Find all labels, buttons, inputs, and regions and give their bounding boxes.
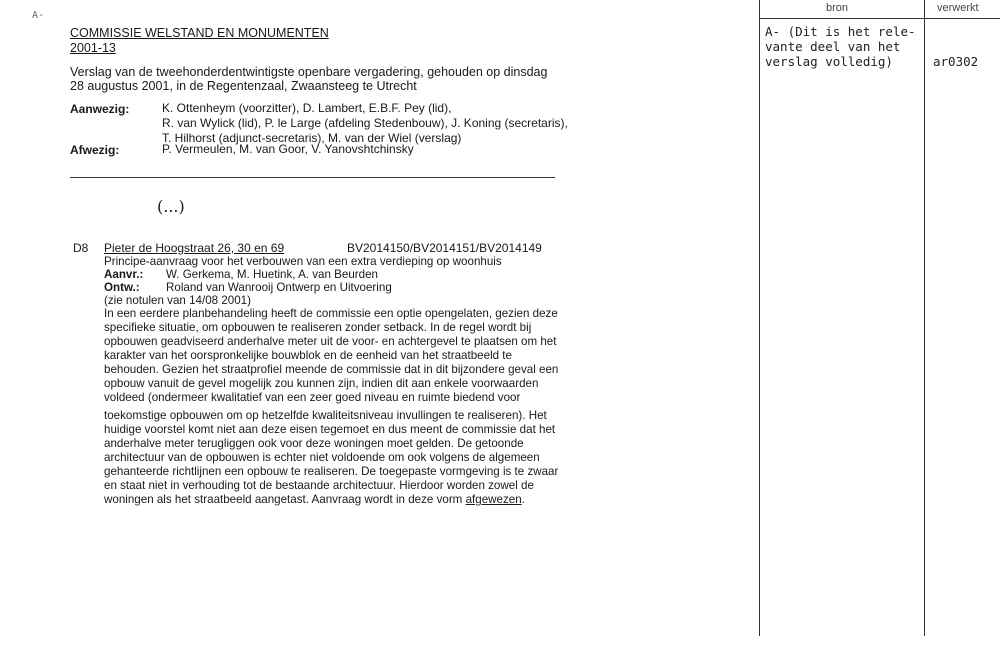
body-line: karakter van het oorspronkelijke bouwblok en de eenheid van het straatbeeld te xyxy=(104,349,512,362)
body-line: behouden. Gezien het straatprofiel meende de commissie dat in dit bijzondere geval een xyxy=(104,363,559,376)
document-number: 2001-13 xyxy=(70,41,116,55)
present-line-3: T. Hilhorst (adjunct-secretaris), M. van der Wiel (verslag) xyxy=(162,131,462,145)
body-line-text: woningen als het straatbeeld aangetast. Aanvraag wordt in deze vorm xyxy=(104,493,463,506)
table-column-divider xyxy=(924,0,925,636)
body-line: en staat niet in verhouding tot de bestaande architectuur. Hierdoor worden zowel de xyxy=(104,479,534,492)
body-line: architectuur van de opbouwen is echter niet voldoende om ook volgens de algemeen xyxy=(104,451,540,464)
absent-line: P. Vermeulen, M. van Goor, V. Yanovshtchinsky xyxy=(162,142,414,156)
applicant-label: Aanvr.: xyxy=(104,268,144,281)
item-code: D8 xyxy=(73,241,89,255)
body-line: huidige voorstel komt niet aan deze eisen tegemoet en dus meent de commissie dat het xyxy=(104,423,556,436)
body-line: In een eerdere planbehandeling heeft de commissie een optie opengelaten, gezien deze xyxy=(104,307,558,320)
body-line-final xyxy=(104,492,525,507)
item-address: Pieter de Hoogstraat 26, 30 en 69 xyxy=(104,241,285,255)
omission-ellipsis: (...) xyxy=(157,197,185,216)
applicant-names: W. Gerkema, M. Huetink, A. van Beurden xyxy=(166,268,378,281)
processed-code: ar0302 xyxy=(933,54,979,69)
item-subject: Principe-aanvraag voor het verbouwen van een extra verdieping op woonhuis xyxy=(104,255,502,268)
body-line: opbouwen geadviseerd anderhalve meter uit de voor- en achtergevel te plaatsen om het xyxy=(104,335,557,348)
present-label: Aanwezig: xyxy=(70,102,130,116)
separator-rule xyxy=(70,177,555,178)
verdict-end: . xyxy=(521,493,525,506)
body-line: specifieke situatie, om opbouwen te realiseren zonder setback. In de regel wordt bij xyxy=(104,321,532,334)
design-label: Ontw.: xyxy=(104,281,140,294)
column-header-processed: verwerkt xyxy=(937,2,979,14)
present-line-1: K. Ottenheym (voorzitter), D. Lambert, E.B.F. Pey (lid), xyxy=(162,101,452,115)
source-note: A- (Dit is het rele- vante deel van het verslag volledig) xyxy=(765,24,916,69)
page-marker: A- xyxy=(32,10,45,21)
intro-line-2: 28 augustus 2001, in de Regentenzaal, Zwaansteeg te Utrecht xyxy=(70,79,417,93)
body-line: gehanteerde richtlijnen een opbouw te realiseren. De toegepaste vormgeving is te zwaar xyxy=(104,465,559,478)
column-header-source: bron xyxy=(826,2,849,14)
absent-label: Afwezig: xyxy=(70,143,120,157)
body-line: opbouw vanuit de gevel mogelijk zou kunnen zijn, indien dit aan enkele voorwaarden xyxy=(104,377,539,390)
body-line: voldeed (ondermeer kwalitatief van een zeer goed niveau en ruimte biedend voor xyxy=(104,391,521,404)
body-line: toekomstige opbouwen om op hetzelfde kwaliteitsniveau invullingen te realiseren). Het xyxy=(104,409,547,422)
table-header-rule xyxy=(759,18,1000,19)
intro-line-1: Verslag van de tweehonderdentwintigste openbare vergadering, gehouden op dinsdag xyxy=(70,65,548,79)
design-firm: Roland van Wanrooij Ontwerp en Uitvoering xyxy=(166,281,392,294)
document-title: COMMISSIE WELSTAND EN MONUMENTEN xyxy=(70,26,329,40)
verdict-text: afgewezen xyxy=(465,493,522,506)
table-border-left xyxy=(759,0,760,636)
present-line-2: R. van Wylick (lid), P. le Large (afdeling Stedenbouw), J. Koning (secretaris), xyxy=(162,116,568,130)
item-reference: BV2014150/BV2014151/BV2014149 xyxy=(347,241,542,255)
body-line: anderhalve meter terugliggen ook voor deze woningen moet gelden. De getoonde xyxy=(104,437,524,450)
minutes-note: (zie notulen van 14/08 2001) xyxy=(104,294,251,307)
